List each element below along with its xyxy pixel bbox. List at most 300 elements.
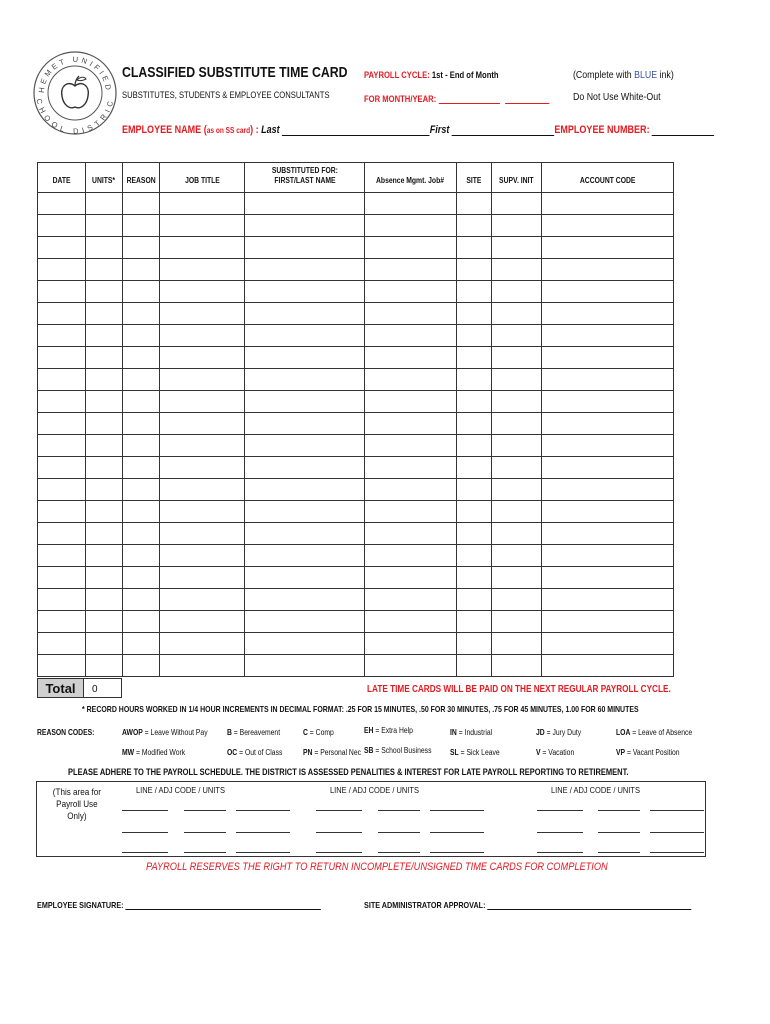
payroll-units-field[interactable] bbox=[236, 832, 290, 833]
table-cell[interactable] bbox=[492, 611, 542, 633]
table-cell[interactable] bbox=[38, 523, 86, 545]
table-row bbox=[38, 413, 674, 435]
table-cell[interactable] bbox=[86, 545, 123, 567]
table-cell[interactable] bbox=[38, 193, 86, 215]
table-cell[interactable] bbox=[365, 435, 457, 457]
table-cell[interactable] bbox=[457, 633, 492, 655]
table-cell[interactable] bbox=[492, 347, 542, 369]
total-value[interactable]: 0 bbox=[84, 678, 122, 698]
table-cell[interactable] bbox=[457, 259, 492, 281]
table-cell[interactable] bbox=[365, 281, 457, 303]
table-cell[interactable] bbox=[86, 215, 123, 237]
table-cell[interactable] bbox=[86, 567, 123, 589]
site-admin-approval-label: SITE ADMINISTRATOR APPROVAL: bbox=[364, 900, 486, 910]
table-cell[interactable] bbox=[123, 457, 160, 479]
table-cell[interactable] bbox=[123, 193, 160, 215]
table-cell[interactable] bbox=[123, 611, 160, 633]
reason-code-eh: EH = Extra Help bbox=[364, 726, 413, 735]
table-cell[interactable] bbox=[457, 435, 492, 457]
time-entry-table bbox=[37, 162, 674, 677]
table-cell[interactable] bbox=[160, 281, 245, 303]
table-cell[interactable] bbox=[38, 501, 86, 523]
table-row bbox=[38, 589, 674, 611]
table-cell[interactable] bbox=[492, 391, 542, 413]
record-hours-note: * RECORD HOURS WORKED IN 1/4 HOUR INCREMENTS IN DECIMAL FORMAT: .25 FOR 15 MINUTES, .50 FOR 30 MINUTES, .75 FOR 45 MINUTES, 1.00 FOR 60 MINUTES bbox=[82, 704, 639, 714]
table-cell[interactable] bbox=[542, 523, 674, 545]
table-cell[interactable] bbox=[38, 391, 86, 413]
table-cell[interactable] bbox=[86, 325, 123, 347]
table-cell[interactable] bbox=[160, 545, 245, 567]
table-cell[interactable] bbox=[123, 589, 160, 611]
table-cell[interactable] bbox=[38, 281, 86, 303]
payroll-units-field[interactable] bbox=[430, 832, 484, 833]
table-cell[interactable] bbox=[38, 325, 86, 347]
table-cell[interactable] bbox=[542, 413, 674, 435]
table-cell[interactable] bbox=[365, 633, 457, 655]
table-cell[interactable] bbox=[365, 523, 457, 545]
table-cell[interactable] bbox=[123, 369, 160, 391]
payroll-line-field[interactable] bbox=[122, 852, 168, 853]
table-cell[interactable] bbox=[492, 435, 542, 457]
form-subtitle: SUBSTITUTES, STUDENTS & EMPLOYEE CONSULTANTS bbox=[122, 90, 330, 100]
table-cell[interactable] bbox=[160, 611, 245, 633]
table-cell[interactable] bbox=[245, 281, 365, 303]
table-cell[interactable] bbox=[457, 237, 492, 259]
payroll-line-field[interactable] bbox=[316, 852, 362, 853]
payroll-adj-field[interactable] bbox=[184, 852, 226, 853]
table-row bbox=[38, 215, 674, 237]
payroll-cycle bbox=[364, 70, 499, 80]
table-row bbox=[38, 545, 674, 567]
apple-icon bbox=[62, 76, 89, 108]
table-cell[interactable] bbox=[542, 435, 674, 457]
table-cell[interactable] bbox=[38, 633, 86, 655]
table-cell[interactable] bbox=[457, 479, 492, 501]
ink-color: BLUE bbox=[634, 70, 658, 81]
table-cell[interactable] bbox=[365, 347, 457, 369]
table-cell[interactable] bbox=[492, 369, 542, 391]
table-cell[interactable] bbox=[457, 193, 492, 215]
district-logo bbox=[32, 50, 118, 136]
payroll-line-field[interactable] bbox=[316, 810, 362, 811]
table-cell[interactable] bbox=[365, 237, 457, 259]
table-cell[interactable] bbox=[542, 237, 674, 259]
reason-code-v: V = Vacation bbox=[536, 748, 575, 757]
payroll-line-field[interactable] bbox=[122, 832, 168, 833]
table-cell[interactable] bbox=[542, 325, 674, 347]
payroll-units-field[interactable] bbox=[650, 832, 704, 833]
table-cell[interactable] bbox=[245, 435, 365, 457]
table-cell[interactable] bbox=[457, 611, 492, 633]
reason-code-awop: AWOP = Leave Without Pay bbox=[122, 728, 208, 737]
table-cell[interactable] bbox=[245, 523, 365, 545]
payroll-adj-field[interactable] bbox=[598, 852, 640, 853]
month-field[interactable] bbox=[438, 103, 499, 104]
table-cell[interactable] bbox=[160, 237, 245, 259]
payroll-line-field[interactable] bbox=[316, 832, 362, 833]
employee-signature bbox=[37, 900, 321, 910]
table-cell[interactable] bbox=[123, 479, 160, 501]
table-cell[interactable] bbox=[542, 589, 674, 611]
table-cell[interactable] bbox=[542, 259, 674, 281]
table-cell[interactable] bbox=[542, 545, 674, 567]
table-cell[interactable] bbox=[457, 369, 492, 391]
employee-signature-field[interactable] bbox=[126, 909, 322, 910]
table-cell[interactable] bbox=[123, 567, 160, 589]
table-cell[interactable] bbox=[245, 369, 365, 391]
payroll-reserves-note: PAYROLL RESERVES THE RIGHT TO RETURN INCOMPLETE/UNSIGNED TIME CARDS FOR COMPLETION bbox=[146, 861, 608, 873]
table-cell[interactable] bbox=[542, 193, 674, 215]
table-row bbox=[38, 369, 674, 391]
table-cell[interactable] bbox=[123, 435, 160, 457]
table-cell[interactable] bbox=[38, 435, 86, 457]
table-cell[interactable] bbox=[245, 567, 365, 589]
payroll-adj-field[interactable] bbox=[378, 832, 420, 833]
table-cell[interactable] bbox=[86, 347, 123, 369]
table-cell[interactable] bbox=[365, 369, 457, 391]
table-cell[interactable] bbox=[542, 347, 674, 369]
table-cell[interactable] bbox=[457, 589, 492, 611]
table-cell[interactable] bbox=[492, 523, 542, 545]
employee-number-label: EMPLOYEE NUMBER: bbox=[554, 124, 650, 136]
table-cell[interactable] bbox=[123, 237, 160, 259]
table-cell[interactable] bbox=[457, 215, 492, 237]
table-cell[interactable] bbox=[38, 655, 86, 677]
table-cell[interactable] bbox=[492, 545, 542, 567]
table-cell[interactable] bbox=[86, 457, 123, 479]
table-cell[interactable] bbox=[245, 325, 365, 347]
table-cell[interactable] bbox=[457, 457, 492, 479]
table-cell[interactable] bbox=[492, 479, 542, 501]
month-year bbox=[364, 94, 549, 104]
payroll-units-field[interactable] bbox=[236, 852, 290, 853]
table-cell[interactable] bbox=[457, 391, 492, 413]
table-cell[interactable] bbox=[457, 303, 492, 325]
payroll-line-field[interactable] bbox=[537, 810, 583, 811]
table-cell[interactable] bbox=[365, 259, 457, 281]
table-cell[interactable] bbox=[365, 413, 457, 435]
payroll-line-field[interactable] bbox=[537, 852, 583, 853]
table-cell[interactable] bbox=[123, 545, 160, 567]
payroll-adj-field[interactable] bbox=[184, 810, 226, 811]
table-cell[interactable] bbox=[245, 479, 365, 501]
table-cell[interactable] bbox=[542, 303, 674, 325]
table-cell[interactable] bbox=[123, 325, 160, 347]
table-cell[interactable] bbox=[492, 325, 542, 347]
table-cell[interactable] bbox=[457, 325, 492, 347]
table-cell[interactable] bbox=[123, 259, 160, 281]
employee-signature-label: EMPLOYEE SIGNATURE: bbox=[37, 900, 124, 910]
table-cell[interactable] bbox=[457, 281, 492, 303]
table-cell[interactable] bbox=[38, 369, 86, 391]
table-cell[interactable] bbox=[365, 325, 457, 347]
table-cell[interactable] bbox=[86, 303, 123, 325]
reason-code-sl: SL = Sick Leave bbox=[450, 748, 500, 757]
table-row bbox=[38, 501, 674, 523]
table-cell[interactable] bbox=[160, 347, 245, 369]
col-supv-init: SUPV. INIT bbox=[492, 163, 542, 193]
table-cell[interactable] bbox=[160, 479, 245, 501]
table-cell[interactable] bbox=[38, 237, 86, 259]
reason-codes-label: REASON CODES: bbox=[37, 728, 95, 737]
table-cell[interactable] bbox=[160, 193, 245, 215]
payroll-line-field[interactable] bbox=[537, 832, 583, 833]
first-name-field[interactable] bbox=[452, 135, 554, 136]
employee-number-field[interactable] bbox=[652, 135, 714, 136]
year-field[interactable] bbox=[505, 103, 549, 104]
payroll-col-header-1: LINE / ADJ CODE / UNITS bbox=[136, 785, 225, 795]
table-cell[interactable] bbox=[38, 215, 86, 237]
logo-top-text: HEMET UNIFIED bbox=[36, 54, 114, 94]
table-cell[interactable] bbox=[38, 545, 86, 567]
reason-code-c: C = Comp bbox=[303, 728, 334, 737]
table-cell[interactable] bbox=[38, 457, 86, 479]
table-cell[interactable] bbox=[38, 589, 86, 611]
table-cell[interactable] bbox=[160, 435, 245, 457]
table-cell[interactable] bbox=[245, 611, 365, 633]
table-cell[interactable] bbox=[245, 655, 365, 677]
table-cell[interactable] bbox=[160, 567, 245, 589]
table-cell[interactable] bbox=[542, 457, 674, 479]
table-cell[interactable] bbox=[457, 545, 492, 567]
table-cell[interactable] bbox=[492, 259, 542, 281]
table-cell[interactable] bbox=[245, 303, 365, 325]
table-cell[interactable] bbox=[86, 589, 123, 611]
table-row bbox=[38, 633, 674, 655]
table-cell[interactable] bbox=[365, 479, 457, 501]
table-cell[interactable] bbox=[457, 523, 492, 545]
payroll-units-field[interactable] bbox=[236, 810, 290, 811]
table-cell[interactable] bbox=[38, 303, 86, 325]
col-substituted-for: SUBSTITUTED FOR: FIRST/LAST NAME bbox=[245, 163, 365, 193]
table-cell[interactable] bbox=[542, 369, 674, 391]
table-cell[interactable] bbox=[542, 567, 674, 589]
table-cell[interactable] bbox=[160, 501, 245, 523]
table-cell[interactable] bbox=[123, 347, 160, 369]
ink-suffix: ink) bbox=[657, 70, 674, 81]
table-cell[interactable] bbox=[365, 215, 457, 237]
payroll-use-label bbox=[40, 786, 114, 822]
table-cell[interactable] bbox=[365, 545, 457, 567]
table-row bbox=[38, 567, 674, 589]
table-cell[interactable] bbox=[123, 281, 160, 303]
table-cell[interactable] bbox=[245, 215, 365, 237]
table-cell[interactable] bbox=[542, 479, 674, 501]
table-row bbox=[38, 391, 674, 413]
reason-code-loa: LOA = Leave of Absence bbox=[616, 728, 693, 737]
table-cell[interactable] bbox=[160, 457, 245, 479]
table-cell[interactable] bbox=[492, 589, 542, 611]
table-cell[interactable] bbox=[123, 523, 160, 545]
payroll-units-field[interactable] bbox=[650, 852, 704, 853]
table-cell[interactable] bbox=[160, 589, 245, 611]
white-out-note: Do Not Use White-Out bbox=[573, 92, 661, 103]
table-cell[interactable] bbox=[245, 193, 365, 215]
reason-code-in: IN = Industrial bbox=[450, 728, 493, 737]
table-cell[interactable] bbox=[492, 237, 542, 259]
table-cell[interactable] bbox=[86, 523, 123, 545]
col-units: UNITS* bbox=[86, 163, 123, 193]
table-cell[interactable] bbox=[86, 391, 123, 413]
table-cell[interactable] bbox=[86, 369, 123, 391]
table-cell[interactable] bbox=[160, 391, 245, 413]
payroll-use-label-line1: (This area for Payroll Use bbox=[52, 787, 101, 809]
payroll-adj-field[interactable] bbox=[378, 852, 420, 853]
employee-name-label: EMPLOYEE NAME ( bbox=[122, 124, 207, 136]
table-cell[interactable] bbox=[86, 479, 123, 501]
table-cell[interactable] bbox=[542, 281, 674, 303]
table-cell[interactable] bbox=[86, 633, 123, 655]
payroll-adj-field[interactable] bbox=[598, 810, 640, 811]
reason-code-vp: VP = Vacant Position bbox=[616, 748, 680, 757]
table-cell[interactable] bbox=[365, 457, 457, 479]
payroll-cycle-value: 1st - End of Month bbox=[431, 70, 499, 80]
table-row bbox=[38, 479, 674, 501]
table-cell[interactable] bbox=[160, 325, 245, 347]
first-name-label: First bbox=[429, 124, 450, 136]
total-label: Total bbox=[37, 678, 84, 698]
month-year-label: FOR MONTH/YEAR: bbox=[364, 94, 437, 104]
table-row bbox=[38, 237, 674, 259]
table-cell[interactable] bbox=[38, 347, 86, 369]
table-cell[interactable] bbox=[492, 413, 542, 435]
table-cell[interactable] bbox=[38, 567, 86, 589]
table-cell[interactable] bbox=[86, 611, 123, 633]
employee-name-note: as on SS card bbox=[206, 126, 251, 135]
table-cell[interactable] bbox=[123, 655, 160, 677]
table-cell[interactable] bbox=[160, 633, 245, 655]
table-cell[interactable] bbox=[38, 259, 86, 281]
table-cell[interactable] bbox=[457, 347, 492, 369]
reason-code-oc: OC = Out of Class bbox=[227, 748, 283, 757]
table-cell[interactable] bbox=[160, 413, 245, 435]
table-cell[interactable] bbox=[542, 215, 674, 237]
payroll-units-field[interactable] bbox=[650, 810, 704, 811]
table-cell[interactable] bbox=[542, 611, 674, 633]
table-cell[interactable] bbox=[365, 567, 457, 589]
site-admin-approval-field[interactable] bbox=[488, 909, 692, 910]
table-cell[interactable] bbox=[365, 589, 457, 611]
table-cell[interactable] bbox=[492, 215, 542, 237]
table-row bbox=[38, 347, 674, 369]
payroll-col-header-3: LINE / ADJ CODE / UNITS bbox=[551, 785, 640, 795]
table-cell[interactable] bbox=[492, 281, 542, 303]
table-cell[interactable] bbox=[245, 633, 365, 655]
table-cell[interactable] bbox=[245, 237, 365, 259]
payroll-units-field[interactable] bbox=[430, 852, 484, 853]
table-cell[interactable] bbox=[245, 259, 365, 281]
table-cell[interactable] bbox=[123, 413, 160, 435]
table-cell[interactable] bbox=[245, 413, 365, 435]
table-cell[interactable] bbox=[123, 633, 160, 655]
table-cell[interactable] bbox=[365, 501, 457, 523]
table-cell[interactable] bbox=[245, 457, 365, 479]
table-cell[interactable] bbox=[245, 391, 365, 413]
table-cell[interactable] bbox=[457, 655, 492, 677]
table-cell[interactable] bbox=[123, 303, 160, 325]
table-cell[interactable] bbox=[365, 303, 457, 325]
table-cell[interactable] bbox=[86, 237, 123, 259]
table-cell[interactable] bbox=[160, 259, 245, 281]
table-cell[interactable] bbox=[492, 501, 542, 523]
table-cell[interactable] bbox=[160, 369, 245, 391]
table-cell[interactable] bbox=[123, 501, 160, 523]
last-name-field[interactable] bbox=[282, 135, 430, 136]
table-cell[interactable] bbox=[160, 215, 245, 237]
table-cell[interactable] bbox=[160, 523, 245, 545]
table-cell[interactable] bbox=[86, 259, 123, 281]
table-cell[interactable] bbox=[123, 391, 160, 413]
reason-code-pn: PN = Personal Nec bbox=[303, 748, 362, 757]
table-cell[interactable] bbox=[365, 193, 457, 215]
table-cell[interactable] bbox=[86, 501, 123, 523]
reason-code-mw: MW = Modified Work bbox=[122, 748, 186, 757]
table-cell[interactable] bbox=[492, 457, 542, 479]
table-cell[interactable] bbox=[492, 303, 542, 325]
table-row bbox=[38, 281, 674, 303]
table-cell[interactable] bbox=[38, 413, 86, 435]
table-cell[interactable] bbox=[542, 633, 674, 655]
table-cell[interactable] bbox=[86, 281, 123, 303]
reason-code-sb: SB = School Business bbox=[364, 746, 432, 755]
table-cell[interactable] bbox=[160, 303, 245, 325]
payroll-adj-field[interactable] bbox=[598, 832, 640, 833]
table-cell[interactable] bbox=[492, 193, 542, 215]
table-cell[interactable] bbox=[38, 479, 86, 501]
table-cell[interactable] bbox=[38, 611, 86, 633]
payroll-units-field[interactable] bbox=[430, 810, 484, 811]
table-row bbox=[38, 523, 674, 545]
employee-name-close: ) : bbox=[250, 124, 259, 136]
table-cell[interactable] bbox=[492, 567, 542, 589]
table-row bbox=[38, 259, 674, 281]
table-row bbox=[38, 303, 674, 325]
table-cell[interactable] bbox=[542, 391, 674, 413]
col-reason: REASON bbox=[123, 163, 160, 193]
table-cell[interactable] bbox=[245, 589, 365, 611]
table-cell[interactable] bbox=[365, 391, 457, 413]
table-cell[interactable] bbox=[457, 413, 492, 435]
table-cell[interactable] bbox=[542, 501, 674, 523]
table-row bbox=[38, 611, 674, 633]
table-cell[interactable] bbox=[86, 435, 123, 457]
table-cell[interactable] bbox=[160, 655, 245, 677]
ink-prefix: (Complete with bbox=[573, 70, 635, 81]
table-cell[interactable] bbox=[457, 501, 492, 523]
table-cell[interactable] bbox=[123, 215, 160, 237]
table-cell[interactable] bbox=[542, 655, 674, 677]
payroll-adj-field[interactable] bbox=[378, 810, 420, 811]
table-cell[interactable] bbox=[457, 567, 492, 589]
col-date: DATE bbox=[38, 163, 86, 193]
payroll-adj-field[interactable] bbox=[184, 832, 226, 833]
logo-bottom-text: CHOOL DISTRIC bbox=[34, 97, 116, 136]
table-cell[interactable] bbox=[245, 545, 365, 567]
col-site: SITE bbox=[457, 163, 492, 193]
table-cell[interactable] bbox=[245, 347, 365, 369]
payroll-cycle-label: PAYROLL CYCLE: bbox=[364, 70, 430, 80]
table-cell[interactable] bbox=[86, 413, 123, 435]
table-cell[interactable] bbox=[365, 655, 457, 677]
table-cell[interactable] bbox=[492, 655, 542, 677]
table-cell[interactable] bbox=[86, 655, 123, 677]
table-cell[interactable] bbox=[492, 633, 542, 655]
table-cell[interactable] bbox=[86, 193, 123, 215]
table-cell[interactable] bbox=[365, 611, 457, 633]
table-cell[interactable] bbox=[245, 501, 365, 523]
payroll-line-field[interactable] bbox=[122, 810, 168, 811]
late-cards-note: LATE TIME CARDS WILL BE PAID ON THE NEXT REGULAR PAYROLL CYCLE. bbox=[367, 684, 671, 695]
